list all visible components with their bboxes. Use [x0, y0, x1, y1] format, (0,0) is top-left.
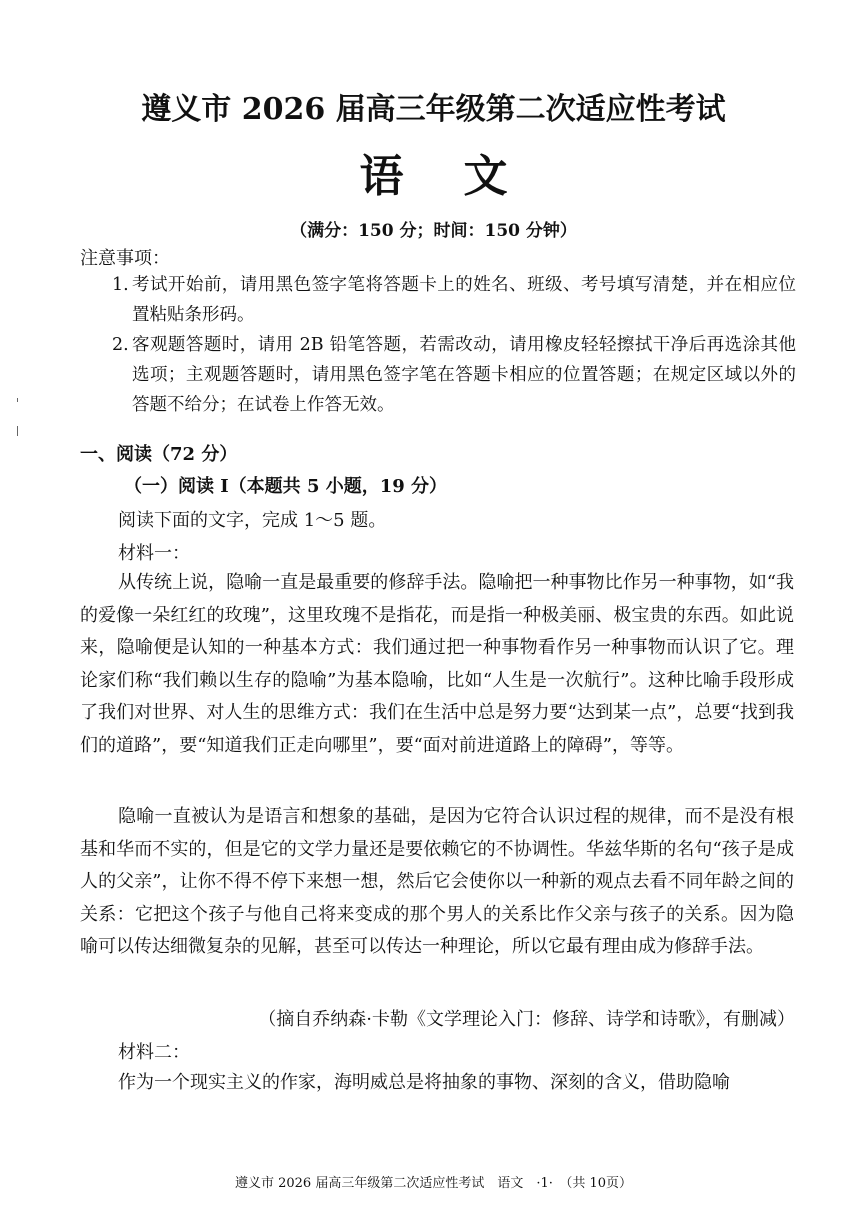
reading-instruction: 阅读下面的文字，完成 1～5 题。	[118, 510, 387, 531]
section-heading: 一、阅读（72 分）	[80, 444, 238, 465]
notice-text: 客观题答题时，请用 2B 铅笔答题，若需改动，请用橡皮轻轻擦拭干净后再选涂其他选项；主观题答题时，请用黑色签字笔在答题卡相应的位置答题；在规定区域以外的答题不给分；在试卷上作答无效。	[132, 335, 796, 415]
source-citation: （摘自乔纳森·卡勒《文学理论入门：修辞、诗学和诗歌》，有删减）	[258, 1009, 795, 1030]
notice-item	[112, 330, 796, 420]
body-paragraph: 从传统上说，隐喻一直是最重要的修辞手法。隐喻把一种事物比作另一种事物，如“我的爱像一朵红红的玫瑰”，这里玫瑰不是指花，而是指一种极美丽、极宝贵的东西。如此说来，隐喻便是认知的一种基本方式：我们通过把一种事物看作另一种事物而认识了它。理论家们称“我们赖以生存的隐喻”为基本隐喻，比如“人生是一次航行”。这种比喻手段形成了我们对世界、对人生的思维方式：我们在生活中总是努力要“达到某一点”，总要“找到我们的道路”，要“知道我们正走向哪里”，要“面对前进道路上的障碍”，等等。	[80, 572, 794, 756]
margin-mark	[17, 398, 18, 402]
page-footer: 遵义市 2026 届高三年级第二次适应性考试 语文 ·1· （共 10页）	[234, 1176, 633, 1191]
exam-title: 遵义市 2026 届高三年级第二次适应性考试	[141, 92, 726, 127]
material-heading: 材料二：	[118, 1042, 190, 1063]
notice-item	[112, 270, 796, 330]
margin-mark	[17, 426, 18, 436]
subject-title: 语文	[359, 151, 568, 202]
exam-meta: （满分：150 分；时间：150 分钟）	[290, 221, 577, 241]
notice-number: 1.	[112, 275, 129, 295]
notice-number: 2.	[112, 335, 129, 355]
material-heading: 材料一：	[118, 543, 190, 564]
notice-list	[112, 270, 796, 420]
body-paragraph: 作为一个现实主义的作家，海明威总是将抽象的事物、深刻的含义，借助隐喻	[118, 1072, 730, 1093]
subsection-heading: （一）阅读 I（本题共 5 小题，19 分）	[124, 476, 448, 497]
notice-heading: 注意事项：	[80, 248, 170, 269]
body-paragraph: 隐喻一直被认为是语言和想象的基础，是因为它符合认识过程的规律，而不是没有根基和华而不实的，但是它的文学力量还是要依赖它的不协调性。华兹华斯的名句“孩子是成人的父亲”，让你不得不停下来想一想，然后它会使你以一种新的观点去看不同年龄之间的关系：它把这个孩子与他自己将来变成的那个男人的关系比作父亲与孩子的关系。因为隐喻可以传达细微复杂的见解，甚至可以传达一种理论，所以它最有理由成为修辞手法。	[80, 806, 794, 957]
notice-text: 考试开始前，请用黑色签字笔将答题卡上的姓名、班级、考号填写清楚，并在相应位置粘贴条形码。	[132, 275, 796, 325]
